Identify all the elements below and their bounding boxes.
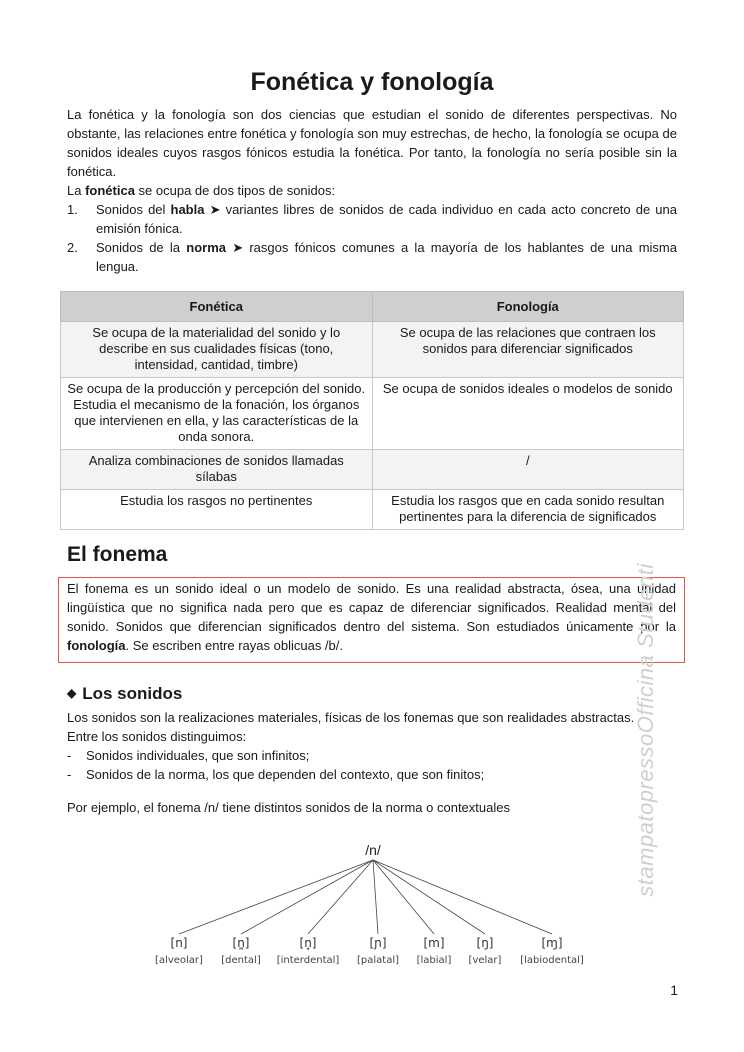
allophone-symbol: [ɱ] [541, 936, 563, 950]
tree-branch [373, 860, 378, 934]
allophone-label: [alveolar] [155, 955, 203, 966]
table-cell: Se ocupa de la producción y percepción del sonido. Estudia el mecanismo de la fonación, los órganos que intervienen en ella, y las características de la onda sonora. [61, 378, 373, 450]
table-cell: / [372, 450, 684, 490]
diagram-root: /n/ [365, 842, 381, 858]
sonidos-paragraph: Los sonidos son la realizaciones materiales, físicas de los fonemas que son realidades abstractas. [67, 710, 635, 725]
tree-branch [179, 860, 373, 934]
intro-paragraph: La fonética y la fonología son dos ciencias que estudian el sonido de diferentes perspectivas. No obstante, las relaciones entre fonética y fonología son muy estrechas, de hecho, la fonología se ocupa de sonidos ideales cuyos rasgos fónicos estudia la fonética. Por tanto, la fonología no sería posible sin la fonética. [67, 107, 677, 179]
sonidos-list [67, 746, 677, 784]
table-row [61, 322, 684, 378]
table-cell: Se ocupa de sonidos ideales o modelos de sonido [372, 378, 684, 450]
table-cell: Se ocupa de la materialidad del sonido y lo describe en sus cualidades físicas (tono, intensidad, cantidad, timbre) [61, 322, 373, 378]
allophone-symbol: [n] [170, 936, 188, 950]
types-line: La fonética se ocupa de dos tipos de sonidos: [67, 183, 336, 198]
allophone-label: [dental] [221, 955, 261, 966]
table-cell: Analiza combinaciones de sonidos llamadas sílabas [61, 450, 373, 490]
allophone-symbol: [ŋ] [476, 936, 494, 950]
comparison-table [60, 291, 684, 530]
tree-branch [241, 860, 373, 934]
tree-branch [308, 860, 373, 934]
allophone-symbol: [m] [423, 936, 445, 950]
column-header-fonologia: Fonología [372, 292, 684, 322]
fonetica-term: fonética [85, 183, 135, 198]
table-row [61, 450, 684, 490]
fonema-definition-box [58, 577, 685, 663]
page-number: 1 [670, 982, 678, 998]
table-cell: Estudia los rasgos que en cada sonido resultan pertinentes para la diferencia de significados [372, 490, 684, 530]
sound-types-list [67, 200, 677, 276]
table-header-row [61, 292, 684, 322]
sonidos-section [67, 708, 677, 784]
section-title-sonidos: ◆ Los sonidos [67, 684, 183, 703]
list-item: 2. Sonidos de la norma ➤ rasgos fónicos comunes a la mayoría de los hablantes de una misma lengua. [67, 240, 677, 274]
tree-branch [373, 860, 434, 934]
allophone-symbol: [n̪] [232, 936, 250, 950]
section-title-fonema: El fonema [67, 543, 168, 566]
sonidos-intro-line: Entre los sonidos distinguimos: [67, 729, 247, 744]
allophone-label: [interdental] [276, 955, 340, 966]
allophone-symbol: [ɲ] [369, 936, 387, 950]
table-row [61, 490, 684, 530]
tree-branch [373, 860, 485, 934]
allophone-label: [labial] [416, 955, 452, 966]
table-cell: Estudia los rasgos no pertinentes [61, 490, 373, 530]
table-row [61, 378, 684, 450]
intro-section [67, 105, 677, 276]
tree-branch [373, 860, 552, 934]
allophone-label: [palatal] [356, 955, 400, 966]
page-title: Fonética y fonología [250, 68, 494, 96]
phoneme-tree-diagram [150, 836, 610, 970]
allophone-label: [labiodental] [520, 955, 584, 966]
column-header-fonetica: Fonética [61, 292, 373, 322]
table-cell: Se ocupa de las relaciones que contraen los sonidos para diferenciar significados [372, 322, 684, 378]
list-item: 1. Sonidos del habla ➤ variantes libres de sonidos de cada individuo en cada acto concreto de una emisión fónica. [67, 202, 677, 236]
allophone-symbol: [n̟] [299, 936, 317, 950]
list-item: - Sonidos individuales, que son infinitos; [67, 748, 310, 763]
fonologia-term: fonología [67, 638, 126, 653]
allophone-label: [velar] [468, 955, 502, 966]
diamond-bullet-icon: ◆ [67, 686, 77, 700]
list-item: - Sonidos de la norma, los que dependen del contexto, que son finitos; [67, 767, 485, 782]
fonema-definition: El fonema es un sonido ideal o un modelo de sonido. Es una realidad abstracta, ósea, una unidad lingüística que no significa nada pero que es capaz de diferenciar significados. Realidad mental del sonido. Sonidos que diferencian significados dentro del sistema. Son estudiados únicamente por la fonología. Se escriben entre rayas oblicuas /b/. [67, 581, 676, 653]
example-line: Por ejemplo, el fonema /n/ tiene distintos sonidos de la norma o contextuales [67, 800, 510, 815]
